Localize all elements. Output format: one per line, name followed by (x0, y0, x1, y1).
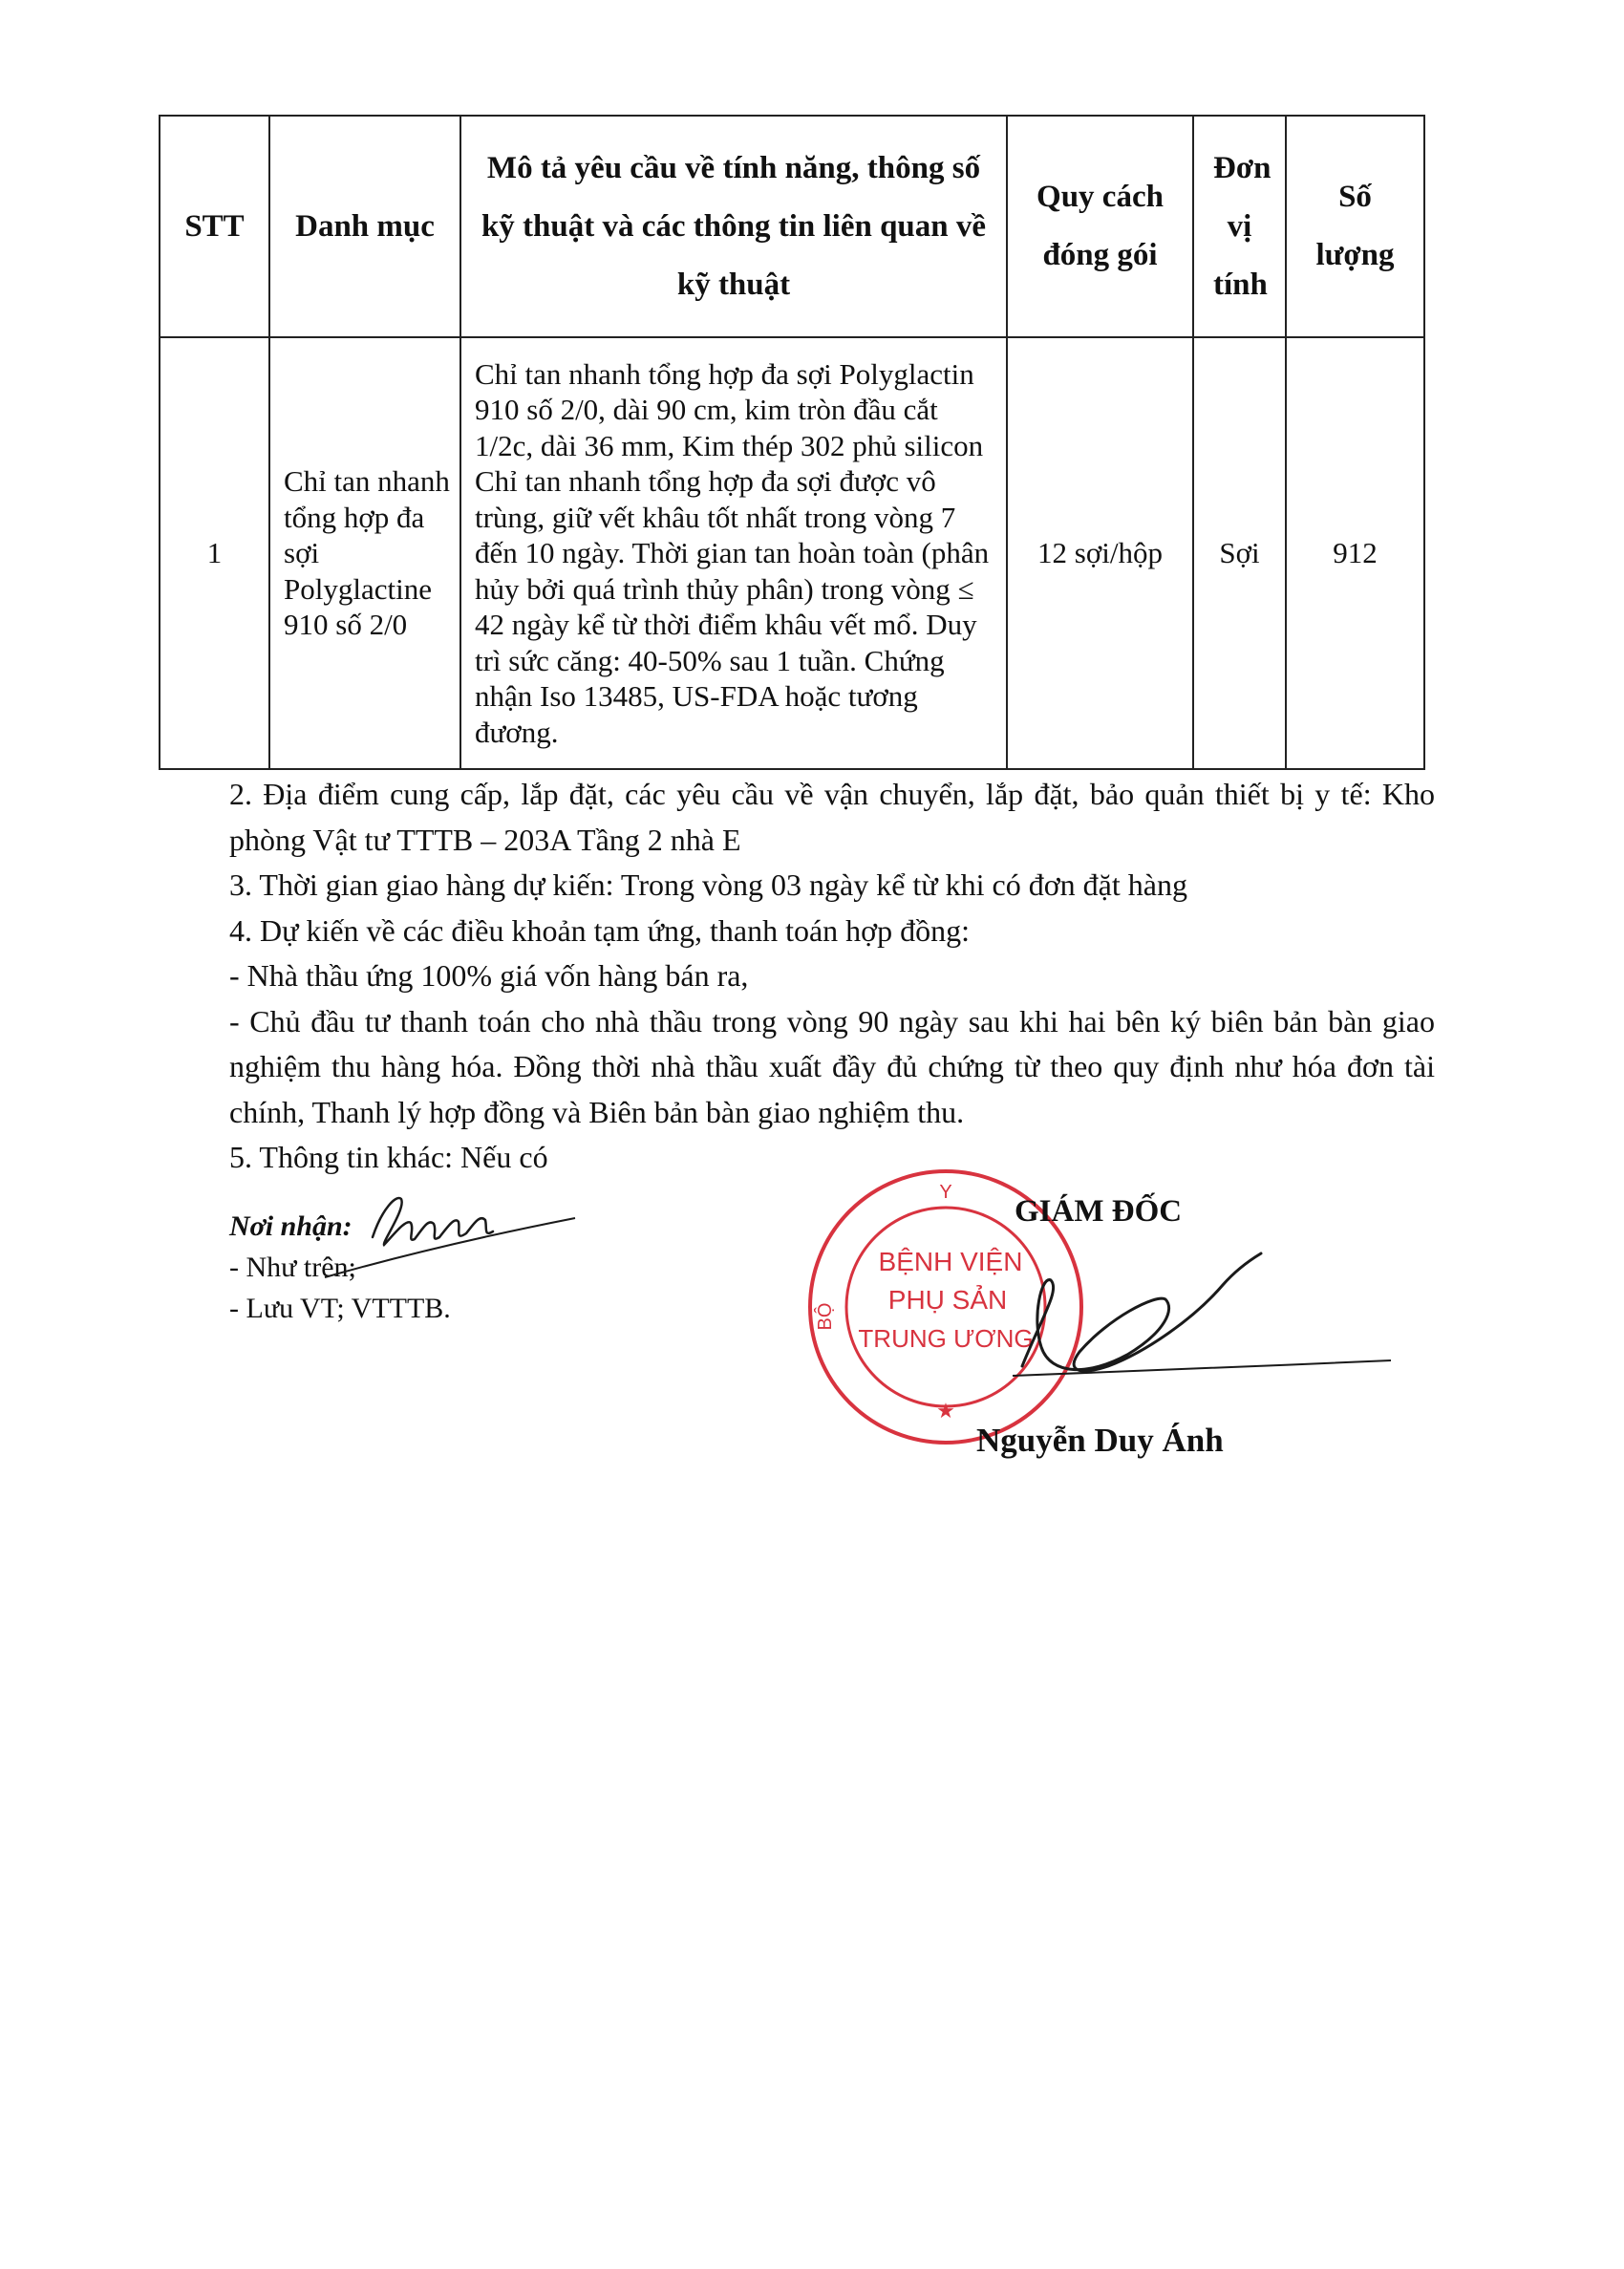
header-packaging (1007, 116, 1193, 337)
body-text (229, 772, 1435, 1181)
header-unit-text: Đơn vị tính (1213, 150, 1271, 302)
stamp-left-letters: BỘ (815, 1302, 836, 1331)
header-quantity (1286, 116, 1424, 337)
initials-signature (315, 1170, 583, 1285)
body-item-2 (229, 772, 1435, 863)
stamp-text-line2: PHỤ SẢN (887, 1285, 1008, 1315)
stamp-text-line3: TRUNG ƯƠNG (858, 1324, 1034, 1353)
header-description (460, 116, 1007, 337)
header-unit (1193, 116, 1286, 337)
row-category: Chỉ tan nhanh tổng hợp đa sợi Polyglactine 910 số 2/0 (269, 337, 460, 769)
header-category: Danh mục (269, 116, 460, 337)
row-unit: Sợi (1193, 337, 1286, 769)
body-item-4b: - Chủ đầu tư thanh toán cho nhà thầu trong vòng 90 ngày sau khi hai bên ký biên bản bàn giao nghiệm thu hàng hóa. Đồng thời nhà thầu xuất đầy đủ chứng từ theo quy định như hóa đơn tài chính, Thanh lý hợp đồng và Biên bản bàn giao nghiệm thu. (229, 1003, 1435, 1129)
header-stt: STT (160, 116, 269, 337)
header-packaging-text: Quy cách đóng gói (1036, 180, 1164, 272)
signer-name: Nguyễn Duy Ánh (976, 1422, 1224, 1459)
body-item-3: 3. Thời gian giao hàng dự kiến: Trong vòng 03 ngày kể từ khi có đơn đặt hàng (229, 867, 1187, 902)
row-packaging: 12 sợi/hộp (1007, 337, 1193, 769)
body-item-2-text: 2. Địa điểm cung cấp, lắp đặt, các yêu cầu về vận chuyển, lắp đặt, bảo quản thiết bị y tế: Kho phòng Vật tư TTTB – 203A Tầng 2 nhà E (229, 777, 1435, 857)
spec-table (159, 115, 1425, 770)
recipient-line: - Lưu VT; VTTTB. (229, 1293, 451, 1324)
body-item-4a: - Nhà thầu ứng 100% giá vốn hàng bán ra, (229, 958, 749, 993)
body-item-5: 5. Thông tin khác: Nếu có (229, 1140, 548, 1174)
table-row (160, 337, 1424, 769)
signature-title: GIÁM ĐỐC (1015, 1194, 1183, 1229)
header-description-text: Mô tả yêu cầu về tính năng, thông số kỹ thuật và các thông tin liên quan về kỹ thuật (481, 150, 987, 302)
row-description: Chỉ tan nhanh tổng hợp đa sợi Polyglactin 910 số 2/0, dài 90 cm, kim tròn đầu cắt 1/2c, dài 36 mm, Kim thép 302 phủ silicon Chỉ tan nhanh tổng hợp đa sợi được vô trùng, giữ vết khâu tốt nhất trong vòng 7 đến 10 ngày. Thời gian tan hoàn toàn (phân hủy bởi quá trình thủy phân) trong vòng ≤ 42 ngày kể từ thời điểm khâu vết mổ. Duy trì sức căng: 40-50% sau 1 tuần. Chứng nhận Iso 13485, US-FDA hoặc tương đương. (460, 337, 1007, 769)
stamp-top-letter: Y (939, 1182, 952, 1203)
table-header-row (160, 116, 1424, 337)
body-item-4: 4. Dự kiến về các điều khoản tạm ứng, thanh toán hợp đồng: (229, 912, 970, 948)
row-quantity: 912 (1286, 337, 1424, 769)
recipients-title: Nơi nhận: (229, 1210, 353, 1242)
recipient-line: - Như trên; (229, 1252, 356, 1283)
director-signature (974, 1232, 1395, 1395)
row-stt: 1 (160, 337, 269, 769)
stamp-text-line1: BỆNH VIỆN (878, 1247, 1023, 1276)
header-quantity-text: Số lượng (1315, 180, 1395, 272)
star-icon: ★ (936, 1400, 955, 1423)
